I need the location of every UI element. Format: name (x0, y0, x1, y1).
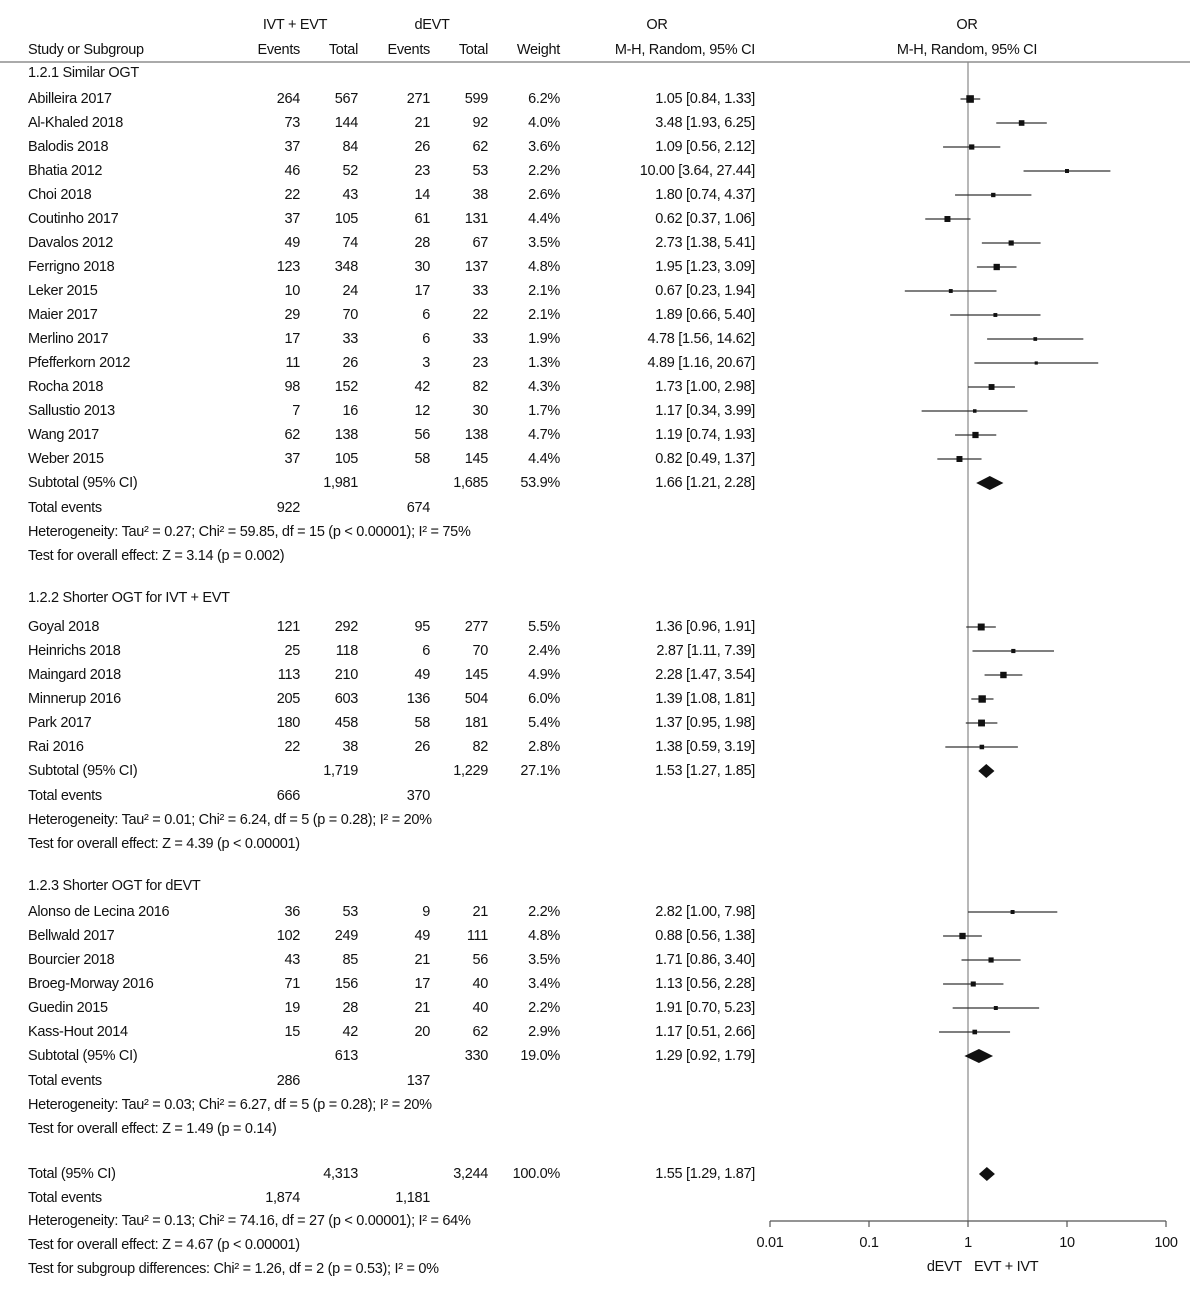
devt-events: 23 (414, 163, 430, 179)
study-or-ci: 1.91 [0.70, 5.23] (655, 1000, 755, 1016)
study-or-ci: 1.19 [0.74, 1.93] (655, 427, 755, 443)
devt-events: 271 (406, 91, 430, 107)
study-name: Maier 2017 (28, 307, 98, 323)
devt-events: 6 (422, 307, 430, 323)
or-method-header: M-H, Random, 95% CI (614, 42, 755, 58)
x-tick-label: 0.01 (756, 1235, 784, 1251)
study-point-estimate (972, 432, 978, 438)
total-events-label: Total events (28, 787, 102, 804)
devt-events: 20 (414, 1024, 430, 1040)
study-column-header: Study or Subgroup (28, 42, 144, 58)
devt-events: 12 (414, 403, 430, 419)
ivt-total: 458 (334, 715, 358, 731)
devt-total: 40 (472, 976, 488, 992)
total-events-ivt: 286 (276, 1072, 300, 1089)
devt-events: 49 (414, 928, 430, 944)
total-events-label: Total events (28, 1190, 102, 1206)
study-name: Weber 2015 (28, 451, 104, 467)
study-point-estimate (1011, 649, 1015, 653)
devt-total: 67 (472, 235, 488, 251)
study-or-ci: 3.48 [1.93, 6.25] (655, 115, 755, 131)
study-name: Kass-Hout 2014 (28, 1024, 128, 1040)
heterogeneity-stat: Heterogeneity: Tau² = 0.01; Chi² = 6.24, df = 5 (p = 0.28); I² = 20% (28, 811, 432, 828)
study-name: Merlino 2017 (28, 331, 109, 347)
total-events-ivt: 922 (276, 499, 300, 516)
overall-total-diamond (979, 1167, 995, 1181)
devt-total-header: Total (458, 42, 488, 58)
study-weight: 2.8% (528, 739, 560, 755)
subgroup-title: 1.2.1 Similar OGT (28, 65, 139, 81)
study-name: Goyal 2018 (28, 619, 100, 635)
devt-total: 30 (472, 403, 488, 419)
subtotal-devt-total: 1,229 (453, 763, 488, 779)
subtotal-diamond (964, 1049, 993, 1063)
subtotal-devt-total: 1,685 (453, 475, 488, 491)
overall-effect-test: Test for overall effect: Z = 1.49 (p = 0.14) (28, 1120, 277, 1137)
ivt-events: 180 (276, 715, 300, 731)
ivt-total: 105 (334, 211, 358, 227)
devt-events: 6 (422, 643, 430, 659)
study-or-ci: 0.67 [0.23, 1.94] (655, 283, 755, 299)
ivt-events: 205 (276, 691, 300, 707)
total-events-devt: 137 (406, 1072, 430, 1089)
study-name: Bourcier 2018 (28, 952, 115, 968)
subtotal-ivt-total: 1,981 (323, 475, 358, 491)
study-point-estimate (956, 456, 962, 462)
devt-total: 504 (464, 691, 488, 707)
devt-total: 21 (472, 904, 488, 920)
devt-group-header: dEVT (414, 17, 450, 33)
study-weight: 4.4% (528, 451, 560, 467)
study-or-ci: 1.73 [1.00, 2.98] (655, 379, 755, 395)
ivt-events: 22 (284, 739, 300, 755)
ivt-total: 144 (334, 115, 358, 131)
ivt-events: 123 (276, 259, 300, 275)
devt-total: 33 (472, 331, 488, 347)
ivt-events: 264 (276, 91, 300, 107)
overall-total-weight: 100.0% (512, 1166, 560, 1182)
study-weight: 6.2% (528, 91, 560, 107)
ivt-total: 292 (334, 619, 358, 635)
ivt-total: 52 (342, 163, 358, 179)
study-weight: 5.4% (528, 715, 560, 731)
ivt-total: 70 (342, 307, 358, 323)
total-events-label: Total events (28, 1072, 102, 1089)
study-weight: 4.7% (528, 427, 560, 443)
subtotal-label: Subtotal (95% CI) (28, 763, 138, 779)
devt-events: 58 (414, 451, 430, 467)
or-column-header: OR (646, 17, 668, 33)
study-point-estimate (1011, 910, 1015, 914)
devt-total: 62 (472, 139, 488, 155)
study-weight: 2.4% (528, 643, 560, 659)
devt-total: 38 (472, 187, 488, 203)
study-name: Leker 2015 (28, 283, 98, 299)
study-point-estimate (1035, 361, 1038, 364)
subgroup-title: 1.2.2 Shorter OGT for IVT + EVT (28, 590, 230, 606)
study-or-ci: 0.62 [0.37, 1.06] (655, 211, 755, 227)
ivt-events: 113 (277, 667, 300, 683)
subtotal-label: Subtotal (95% CI) (28, 1048, 138, 1064)
ivt-total: 152 (334, 379, 358, 395)
devt-total: 22 (472, 307, 488, 323)
ivt-total-header: Total (328, 42, 358, 58)
ivt-events: 102 (276, 928, 300, 944)
study-name: Minnerup 2016 (28, 691, 121, 707)
study-point-estimate (1065, 169, 1069, 173)
devt-total: 82 (472, 739, 488, 755)
heterogeneity-stat: Heterogeneity: Tau² = 0.27; Chi² = 59.85, df = 15 (p < 0.00001); I² = 75% (28, 523, 471, 540)
devt-total: 82 (472, 379, 488, 395)
ivt-events: 121 (276, 619, 300, 635)
study-name: Abilleira 2017 (28, 91, 112, 107)
devt-events: 9 (422, 904, 430, 920)
study-or-ci: 4.89 [1.16, 20.67] (647, 355, 755, 371)
ivt-total: 84 (342, 139, 358, 155)
study-name: Davalos 2012 (28, 235, 114, 251)
ivt-total: 33 (342, 331, 358, 347)
subtotal-weight: 19.0% (520, 1048, 560, 1064)
devt-events: 21 (414, 115, 430, 131)
study-point-estimate (993, 313, 997, 317)
ivt-events: 15 (284, 1024, 300, 1040)
devt-total: 111 (466, 928, 488, 944)
study-weight: 1.9% (528, 331, 560, 347)
ivt-total: 38 (342, 739, 358, 755)
ivt-total: 42 (342, 1024, 358, 1040)
study-weight: 3.6% (528, 139, 560, 155)
study-or-ci: 2.82 [1.00, 7.98] (655, 904, 755, 920)
study-point-estimate (969, 144, 974, 149)
study-point-estimate (991, 193, 995, 197)
ivt-events: 11 (285, 355, 300, 371)
study-name: Park 2017 (28, 715, 92, 731)
subtotal-ivt-total: 1,719 (323, 763, 358, 779)
study-weight: 4.0% (528, 115, 560, 131)
overall-total-ivt-total: 4,313 (323, 1166, 358, 1182)
x-tick-label: 1 (964, 1235, 972, 1251)
study-or-ci: 1.95 [1.23, 3.09] (655, 259, 755, 275)
study-or-ci: 1.38 [0.59, 3.19] (655, 739, 755, 755)
devt-events: 30 (414, 259, 430, 275)
ivt-events: 98 (284, 379, 300, 395)
study-or-ci: 1.17 [0.51, 2.66] (655, 1024, 755, 1040)
devt-total: 181 (464, 715, 488, 731)
devt-events: 95 (414, 619, 430, 635)
total-events-devt: 1,181 (395, 1190, 430, 1206)
overall-effect-test: Test for overall effect: Z = 4.67 (p < 0.00001) (28, 1237, 300, 1253)
overall-effect-test: Test for overall effect: Z = 3.14 (p = 0.002) (28, 547, 285, 564)
devt-events: 42 (414, 379, 430, 395)
ivt-total: 43 (342, 187, 358, 203)
ivt-total: 118 (335, 643, 358, 659)
devt-events: 56 (414, 427, 430, 443)
ivt-total: 138 (334, 427, 358, 443)
devt-total: 277 (464, 619, 488, 635)
overall-total-or-ci: 1.55 [1.29, 1.87] (655, 1166, 755, 1182)
devt-total: 92 (472, 115, 488, 131)
ivt-events: 62 (284, 427, 300, 443)
study-weight: 2.1% (528, 283, 560, 299)
study-or-ci: 1.39 [1.08, 1.81] (655, 691, 755, 707)
ivt-total: 156 (334, 976, 358, 992)
study-or-ci: 2.73 [1.38, 5.41] (655, 235, 755, 251)
devt-events: 61 (414, 211, 430, 227)
study-weight: 2.2% (528, 1000, 560, 1016)
study-weight: 4.9% (528, 667, 560, 683)
x-tick-label: 100 (1154, 1235, 1178, 1251)
study-or-ci: 2.28 [1.47, 3.54] (655, 667, 755, 683)
ivt-total: 567 (334, 91, 358, 107)
ivt-events: 46 (284, 163, 300, 179)
study-weight: 3.5% (528, 952, 560, 968)
ivt-events: 25 (284, 643, 300, 659)
study-point-estimate (1000, 672, 1006, 678)
ivt-events: 10 (284, 283, 300, 299)
devt-total: 145 (464, 451, 488, 467)
devt-total: 23 (472, 355, 488, 371)
devt-total: 599 (464, 91, 488, 107)
devt-events-header: Events (387, 42, 430, 58)
plot-method-header: M-H, Random, 95% CI (896, 42, 1038, 58)
study-name: Pfefferkorn 2012 (28, 355, 131, 371)
ivt-events: 36 (284, 904, 300, 920)
devt-total: 40 (472, 1000, 488, 1016)
study-or-ci: 1.80 [0.74, 4.37] (655, 187, 755, 203)
study-or-ci: 1.05 [0.84, 1.33] (655, 91, 755, 107)
ivt-total: 348 (334, 259, 358, 275)
study-or-ci: 1.37 [0.95, 1.98] (655, 715, 755, 731)
ivt-events: 22 (284, 187, 300, 203)
overall-total-label: Total (95% CI) (28, 1166, 116, 1182)
ivt-events: 73 (284, 115, 300, 131)
study-or-ci: 0.82 [0.49, 1.37] (655, 451, 755, 467)
subtotal-ivt-total: 613 (334, 1048, 358, 1064)
ivt-events: 19 (284, 1000, 300, 1016)
devt-total: 70 (472, 643, 488, 659)
devt-events: 21 (414, 952, 430, 968)
ivt-total: 210 (334, 667, 358, 683)
study-weight: 1.7% (528, 403, 560, 419)
overall-heterogeneity: Heterogeneity: Tau² = 0.13; Chi² = 74.16, df = 27 (p < 0.00001); I² = 64% (28, 1213, 471, 1229)
weight-header: Weight (516, 42, 560, 58)
study-name: Al-Khaled 2018 (28, 115, 123, 131)
study-name: Choi 2018 (28, 187, 92, 203)
ivt-events: 37 (284, 139, 300, 155)
study-weight: 4.3% (528, 379, 560, 395)
subtotal-weight: 53.9% (520, 475, 560, 491)
subtotal-devt-total: 330 (464, 1048, 488, 1064)
ivt-total: 26 (342, 355, 358, 371)
study-weight: 2.2% (528, 163, 560, 179)
ivt-total: 249 (334, 928, 358, 944)
ivt-total: 24 (342, 283, 358, 299)
ivt-total: 74 (342, 235, 358, 251)
devt-events: 49 (414, 667, 430, 683)
study-weight: 6.0% (528, 691, 560, 707)
study-or-ci: 1.36 [0.96, 1.91] (655, 619, 755, 635)
study-point-estimate (980, 745, 985, 750)
study-name: Maingard 2018 (28, 667, 121, 683)
study-or-ci: 1.09 [0.56, 2.12] (655, 139, 755, 155)
devt-total: 53 (472, 163, 488, 179)
subtotal-or-ci: 1.66 [1.21, 2.28] (655, 475, 755, 491)
study-name: Broeg-Morway 2016 (28, 976, 154, 992)
ivt-total: 53 (342, 904, 358, 920)
x-tick-label: 10 (1059, 1235, 1075, 1251)
devt-events: 14 (414, 187, 430, 203)
devt-events: 26 (414, 139, 430, 155)
study-or-ci: 4.78 [1.56, 14.62] (647, 331, 755, 347)
study-point-estimate (1009, 240, 1014, 245)
study-weight: 1.3% (528, 355, 560, 371)
ivt-total: 16 (342, 403, 358, 419)
study-weight: 4.4% (528, 211, 560, 227)
ivt-events: 29 (284, 307, 300, 323)
study-name: Heinrichs 2018 (28, 643, 121, 659)
total-events-devt: 674 (406, 499, 430, 516)
study-name: Rai 2016 (28, 739, 84, 755)
study-name: Guedin 2015 (28, 1000, 108, 1016)
devt-total: 56 (472, 952, 488, 968)
devt-events: 17 (414, 976, 430, 992)
devt-total: 137 (464, 259, 488, 275)
study-point-estimate (988, 957, 993, 962)
study-weight: 4.8% (528, 259, 560, 275)
total-events-ivt: 666 (276, 787, 300, 804)
study-weight: 3.5% (528, 235, 560, 251)
study-weight: 2.6% (528, 187, 560, 203)
study-point-estimate (949, 289, 953, 293)
subgroup-differences-test: Test for subgroup differences: Chi² = 1.26, df = 2 (p = 0.53); I² = 0% (28, 1261, 439, 1277)
ivt-events: 37 (284, 451, 300, 467)
devt-events: 136 (406, 691, 430, 707)
subgroup-title: 1.2.3 Shorter OGT for dEVT (28, 878, 201, 894)
study-or-ci: 0.88 [0.56, 1.38] (655, 928, 755, 944)
heterogeneity-stat: Heterogeneity: Tau² = 0.03; Chi² = 6.27, df = 5 (p = 0.28); I² = 20% (28, 1096, 432, 1113)
study-point-estimate (1033, 337, 1037, 341)
devt-total: 145 (464, 667, 488, 683)
study-name: Balodis 2018 (28, 139, 109, 155)
study-name: Rocha 2018 (28, 379, 104, 395)
study-weight: 2.2% (528, 904, 560, 920)
ivt-total: 105 (334, 451, 358, 467)
overall-total-devt-total: 3,244 (453, 1166, 488, 1182)
study-point-estimate (978, 695, 985, 702)
study-point-estimate (1019, 120, 1025, 126)
subtotal-diamond (978, 764, 994, 778)
study-point-estimate (989, 384, 995, 390)
study-point-estimate (978, 720, 985, 727)
study-weight: 3.4% (528, 976, 560, 992)
subtotal-label: Subtotal (95% CI) (28, 475, 138, 491)
study-name: Bellwald 2017 (28, 928, 115, 944)
study-name: Wang 2017 (28, 427, 99, 443)
total-events-label: Total events (28, 499, 102, 516)
ivt-events: 37 (284, 211, 300, 227)
study-point-estimate (959, 933, 965, 939)
subtotal-or-ci: 1.53 [1.27, 1.85] (655, 763, 755, 779)
study-point-estimate (971, 981, 976, 986)
devt-events: 26 (414, 739, 430, 755)
devt-events: 6 (422, 331, 430, 347)
study-or-ci: 1.17 [0.34, 3.99] (655, 403, 755, 419)
devt-total: 62 (472, 1024, 488, 1040)
study-name: Sallustio 2013 (28, 403, 115, 419)
study-name: Coutinho 2017 (28, 211, 119, 227)
ivt-evt-group-header: IVT + EVT (262, 17, 328, 33)
total-events-devt: 370 (406, 787, 430, 804)
study-weight: 5.5% (528, 619, 560, 635)
study-or-ci: 1.71 [0.86, 3.40] (655, 952, 755, 968)
devt-total: 131 (464, 211, 488, 227)
ivt-events: 49 (284, 235, 300, 251)
devt-events: 17 (414, 283, 430, 299)
total-events-ivt: 1,874 (265, 1190, 300, 1206)
study-point-estimate (978, 624, 985, 631)
x-axis-label-right: EVT + IVT (974, 1259, 1039, 1275)
devt-total: 33 (472, 283, 488, 299)
x-axis-label-left: dEVT (926, 1259, 962, 1275)
devt-events: 21 (414, 1000, 430, 1016)
ivt-events: 7 (292, 403, 300, 419)
plot-or-header: OR (956, 17, 978, 33)
study-point-estimate (966, 95, 974, 103)
study-point-estimate (944, 216, 950, 222)
study-name: Bhatia 2012 (28, 163, 103, 179)
devt-events: 28 (414, 235, 430, 251)
study-weight: 4.8% (528, 928, 560, 944)
study-weight: 2.9% (528, 1024, 560, 1040)
devt-events: 58 (414, 715, 430, 731)
study-name: Alonso de Lecina 2016 (28, 904, 170, 920)
study-point-estimate (972, 1030, 977, 1035)
study-or-ci: 2.87 [1.11, 7.39] (656, 643, 755, 659)
ivt-total: 28 (342, 1000, 358, 1016)
ivt-total: 85 (342, 952, 358, 968)
study-name: Ferrigno 2018 (28, 259, 115, 275)
ivt-events: 17 (284, 331, 300, 347)
x-tick-label: 0.1 (859, 1235, 879, 1251)
subtotal-diamond (976, 476, 1003, 490)
subtotal-or-ci: 1.29 [0.92, 1.79] (655, 1048, 755, 1064)
study-point-estimate (973, 409, 977, 413)
ivt-total: 603 (334, 691, 358, 707)
ivt-events: 71 (284, 976, 300, 992)
study-point-estimate (994, 1006, 998, 1010)
ivt-events: 43 (284, 952, 300, 968)
study-weight: 2.1% (528, 307, 560, 323)
devt-total: 138 (464, 427, 488, 443)
study-or-ci: 1.13 [0.56, 2.28] (655, 976, 755, 992)
overall-effect-test: Test for overall effect: Z = 4.39 (p < 0.00001) (28, 835, 300, 852)
study-point-estimate (994, 264, 1000, 270)
study-or-ci: 1.89 [0.66, 5.40] (655, 307, 755, 323)
devt-events: 3 (422, 355, 430, 371)
ivt-events-header: Events (257, 42, 300, 58)
study-or-ci: 10.00 [3.64, 27.44] (639, 163, 755, 179)
subtotal-weight: 27.1% (520, 763, 560, 779)
